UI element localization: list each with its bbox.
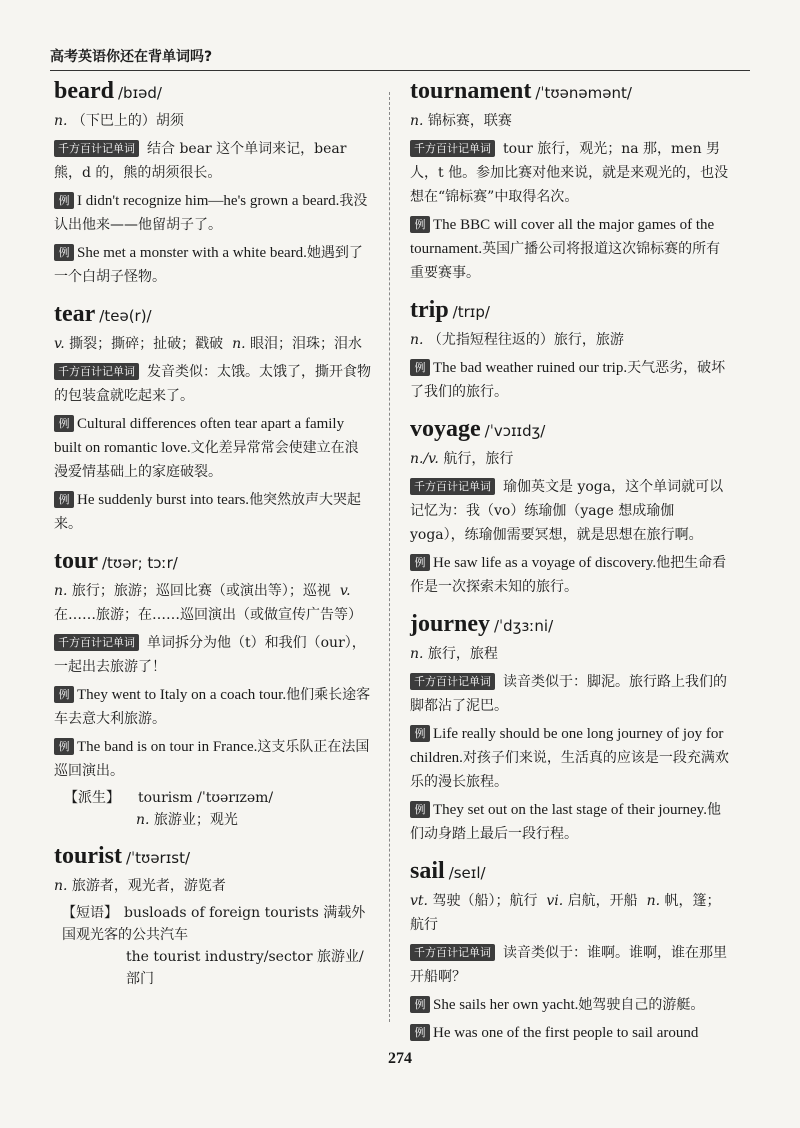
part-of-speech: n. <box>410 113 424 129</box>
part-of-speech: n. <box>410 646 424 662</box>
memory-tip <box>54 137 372 185</box>
part-of-speech: n. <box>54 113 68 129</box>
example-en: Cultural differences often tear apart a family built on romantic love. <box>54 416 345 456</box>
headword: tourist <box>54 843 122 869</box>
definition <box>54 109 372 133</box>
memory-tip <box>54 631 372 679</box>
part-of-speech: v. <box>339 583 351 599</box>
example <box>410 722 730 794</box>
phrases <box>62 902 372 990</box>
running-header: 高考英语你还在背单词吗? <box>50 46 750 71</box>
example <box>410 993 730 1017</box>
example-icon: 例 <box>54 415 74 432</box>
headword: beard <box>54 78 114 104</box>
memory-tip <box>54 360 372 408</box>
example <box>54 683 372 731</box>
example-en: They set out on the last stage of their journey. <box>433 802 707 818</box>
definition-text: 旅行；旅游；巡回比赛（或演出等）；巡视 <box>71 583 331 599</box>
definition <box>410 889 730 937</box>
example-cn: 我没认出他来——他留胡子了。 <box>54 193 368 233</box>
memory-tag-badge: 千方百计记单词 <box>54 634 139 651</box>
pronunciation: /seɪl/ <box>448 864 486 882</box>
definition-text: 驾驶（船）；航行 <box>432 893 538 909</box>
definition <box>54 874 372 898</box>
example <box>54 488 372 536</box>
definition-text: （下巴上的）胡须 <box>71 113 184 129</box>
headword: tour <box>54 548 98 574</box>
example <box>410 1021 730 1045</box>
example-icon: 例 <box>54 244 74 261</box>
memory-tag-badge: 千方百计记单词 <box>54 363 139 380</box>
part-of-speech: vi. <box>546 893 564 909</box>
memory-tip <box>410 475 730 547</box>
memory-tag-badge: 千方百计记单词 <box>410 478 495 495</box>
definition <box>410 328 730 352</box>
derivation-label: 【派生】 <box>64 790 120 806</box>
memory-tip-text: 读音类似于：谁啊。谁啊，谁在那里开船啊？ <box>410 945 727 985</box>
pronunciation: /trɪp/ <box>452 303 490 321</box>
entry-sail <box>410 858 730 1045</box>
example <box>54 735 372 783</box>
example-cn: 对孩子们来说，生活真的应该是一段充满欢乐的漫长旅程。 <box>410 750 729 790</box>
phrase-item: busloads of foreign tourists 满载外国观光客的公共汽车 <box>62 905 366 943</box>
definition-text: 在……旅游；在……巡回演出（或做宣传广告等） <box>54 607 362 623</box>
definition <box>410 642 730 666</box>
memory-tip-text: 发音类似：太饿。太饿了，撕开食物的包装盒就吃起来了。 <box>54 364 371 404</box>
entry-tourist <box>54 843 372 990</box>
entry-voyage <box>410 416 730 599</box>
derivation <box>64 787 372 831</box>
example-cn: 她驾驶自己的游艇。 <box>578 997 705 1013</box>
entry-beard <box>54 78 372 289</box>
page-number: 274 <box>388 1050 412 1067</box>
example-icon: 例 <box>54 738 74 755</box>
part-of-speech: n. <box>646 893 661 909</box>
entry-journey <box>410 611 730 846</box>
example-en: He suddenly burst into tears. <box>77 492 250 508</box>
definition-text: 旅游者，观光者，游览者 <box>71 878 226 894</box>
example <box>410 213 730 285</box>
pronunciation: /teə(r)/ <box>99 307 152 325</box>
definition-text: 锦标赛，联赛 <box>427 113 512 129</box>
part-of-speech: n. <box>54 583 68 599</box>
derived-definition: 旅游业；观光 <box>153 812 238 828</box>
phrase-label: 【短语】 <box>62 905 118 921</box>
entry-tear <box>54 301 372 536</box>
example-cn: 他们乘长途客车去意大利旅游。 <box>54 687 371 727</box>
definition <box>54 332 372 356</box>
example-cn: 这支乐队正在法国巡回演出。 <box>54 739 370 779</box>
column-divider <box>389 92 390 1022</box>
example-icon: 例 <box>54 491 74 508</box>
headword: tear <box>54 301 96 327</box>
example-en: They went to Italy on a coach tour. <box>77 687 287 703</box>
headword: tournament <box>410 78 532 104</box>
entry-tour <box>54 548 372 831</box>
part-of-speech: n. <box>54 878 68 894</box>
entry-tournament <box>410 78 730 285</box>
part-of-speech: n. <box>136 812 150 828</box>
headword: voyage <box>410 416 481 442</box>
memory-tag-badge: 千方百计记单词 <box>410 140 495 157</box>
example <box>410 551 730 599</box>
right-column <box>410 78 730 1057</box>
example-en: She met a monster with a white beard. <box>77 245 307 261</box>
example <box>54 412 372 484</box>
memory-tip-text: tour 旅行，观光；na 那，men 男人，t 他。参加比赛对他来说，就是来观光的，也没想在“锦标赛”中取得名次。 <box>410 141 729 205</box>
part-of-speech: n. <box>232 336 246 352</box>
example-cn: 天气恶劣，破坏了我们的旅行。 <box>410 360 726 400</box>
phrase-item: the tourist industry/sector 旅游业/部门 <box>126 949 364 987</box>
part-of-speech: v. <box>54 336 65 352</box>
example-icon: 例 <box>410 216 430 233</box>
example-icon: 例 <box>54 686 74 703</box>
example-icon: 例 <box>410 1024 430 1041</box>
memory-tag-badge: 千方百计记单词 <box>410 944 495 961</box>
example-en: He saw life as a voyage of discovery. <box>433 555 657 571</box>
definition-text: 帆，篷；航行 <box>410 893 721 933</box>
definition <box>410 447 730 471</box>
example-icon: 例 <box>410 359 430 376</box>
example-icon: 例 <box>410 725 430 742</box>
pronunciation: /ˈtʊərɪst/ <box>126 849 191 867</box>
definition-text: 旅行，旅程 <box>427 646 498 662</box>
example-en: The bad weather ruined our trip. <box>433 360 628 376</box>
example <box>54 189 372 237</box>
example-icon: 例 <box>54 192 74 209</box>
pronunciation: /ˈtʊənəmənt/ <box>535 84 632 102</box>
example <box>410 356 730 404</box>
example <box>54 241 372 289</box>
memory-tip <box>410 941 730 989</box>
definition-text: 航行，旅行 <box>443 451 514 467</box>
example-en: I didn't recognize him—he's grown a beard. <box>77 193 340 209</box>
part-of-speech: n. <box>410 332 424 348</box>
memory-tag-badge: 千方百计记单词 <box>410 673 495 690</box>
example-icon: 例 <box>410 554 430 571</box>
example-en: The band is on tour in France. <box>77 739 258 755</box>
definition-text: 眼泪；泪珠；泪水 <box>249 336 362 352</box>
example-cn: 他们动身踏上最后一段行程。 <box>410 802 721 842</box>
definition-text: 撕裂；撕碎；扯破；戳破 <box>69 336 224 352</box>
pronunciation: /ˈvɔɪɪdʒ/ <box>484 422 546 440</box>
entry-trip <box>410 297 730 404</box>
pronunciation: /bɪəd/ <box>118 84 162 102</box>
example-en: The BBC will cover all the major games of the tournament. <box>410 217 715 257</box>
definition-text: 启航，开船 <box>567 893 638 909</box>
headword: trip <box>410 297 449 323</box>
pronunciation: /tʊər; tɔːr/ <box>102 554 178 572</box>
pronunciation: /ˈdʒɜːni/ <box>494 617 554 635</box>
memory-tip-text: 单词拆分为他（t）和我们（our），一起出去旅游了！ <box>54 635 366 675</box>
memory-tip-text: 结合 bear 这个单词来记，bear 熊，d 的，熊的胡须很长。 <box>54 141 347 181</box>
example <box>410 798 730 846</box>
definition-text: （尤指短程往返的）旅行，旅游 <box>427 332 624 348</box>
headword: journey <box>410 611 490 637</box>
memory-tip <box>410 137 730 209</box>
example-icon: 例 <box>410 801 430 818</box>
example-cn: 他突然放声大哭起来。 <box>54 492 362 532</box>
part-of-speech: vt. <box>410 893 428 909</box>
example-en: She sails her own yacht. <box>433 997 579 1013</box>
example-cn: 她遇到了一个白胡子怪物。 <box>54 245 363 285</box>
example-cn: 他把生命看作是一次探索未知的旅行。 <box>410 555 727 595</box>
definition <box>54 579 372 627</box>
definition <box>410 109 730 133</box>
derived-word: tourism /ˈtʊərɪzəm/ <box>138 790 274 806</box>
example-en: Life really should be one long journey of joy for children. <box>410 726 724 766</box>
left-column <box>54 78 372 1002</box>
memory-tag-badge: 千方百计记单词 <box>54 140 139 157</box>
headword: sail <box>410 858 445 884</box>
part-of-speech: n./v. <box>410 451 439 467</box>
memory-tip <box>410 670 730 718</box>
example-icon: 例 <box>410 996 430 1013</box>
memory-tip-text: 读音类似于：脚泥。旅行路上我们的脚都沾了泥巴。 <box>410 674 727 714</box>
example-en: He was one of the first people to sail around <box>433 1025 699 1041</box>
memory-tip-text: 瑜伽英文是 yoga，这个单词就可以记忆为：我（vo）练瑜伽（yage 想成瑜伽 yoga），练瑜伽需要冥想，就是思想在旅行啊。 <box>410 479 724 543</box>
example-cn: 文化差异常常会使建立在浪漫爱情基础上的家庭破裂。 <box>54 440 359 480</box>
example-cn: 英国广播公司将报道这次锦标赛的所有重要赛事。 <box>410 241 721 281</box>
